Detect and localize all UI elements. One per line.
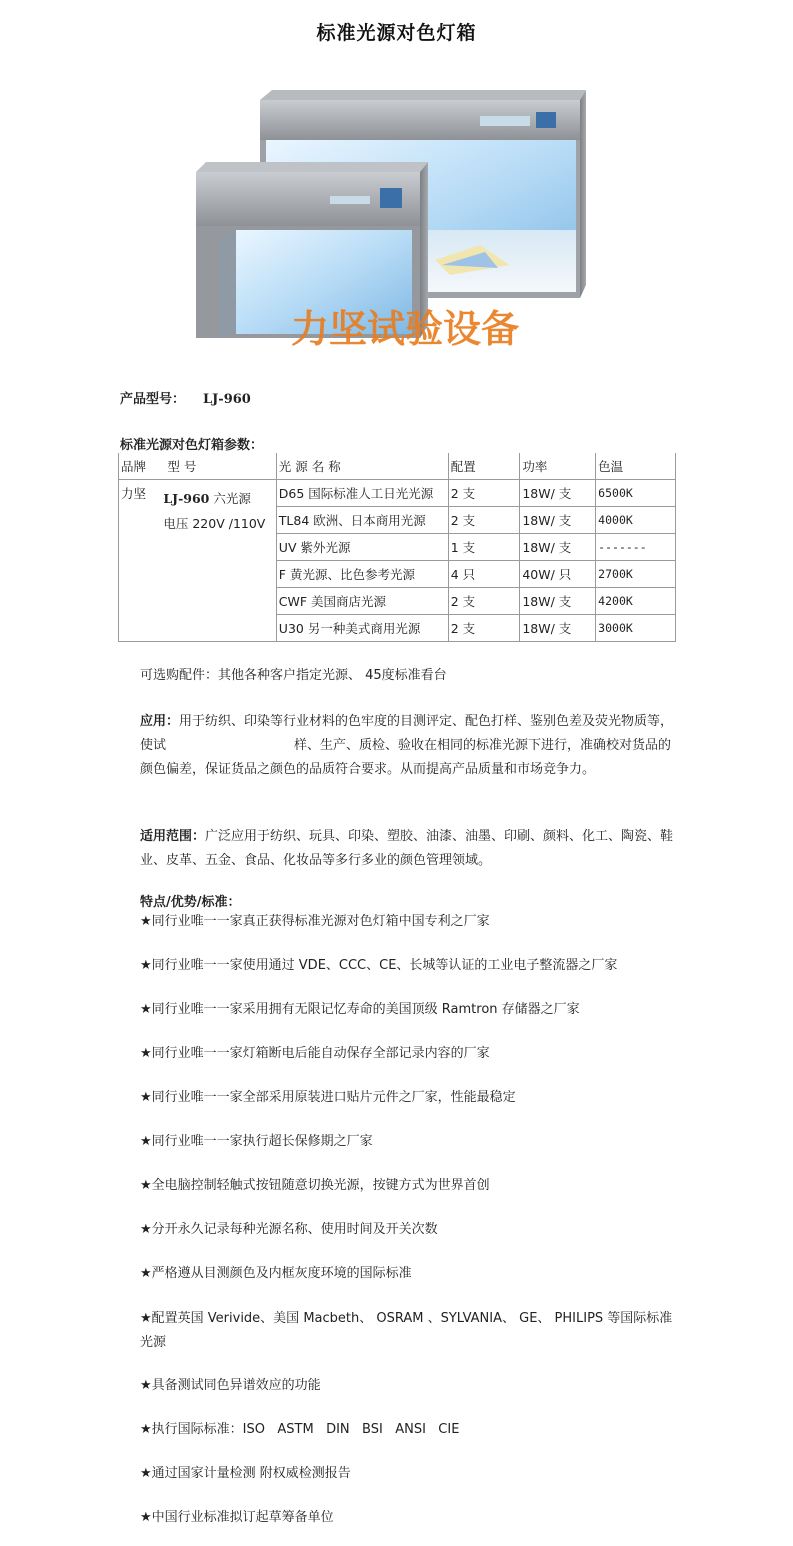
header-source: 光 源 名 称 bbox=[276, 453, 448, 480]
product-model-value: LJ-960 bbox=[203, 392, 251, 407]
header-power: 功率 bbox=[520, 453, 596, 480]
qty-cell: 2 支 bbox=[448, 588, 520, 615]
power-cell: 18W/ 支 bbox=[520, 480, 596, 507]
temp-cell: 3000K bbox=[596, 615, 676, 642]
source-cell: U30 另一种美式商用光源 bbox=[276, 615, 448, 642]
page-title: 标准光源对色灯箱 bbox=[316, 22, 477, 44]
feature-item: ★同行业唯一一家采用拥有无限记忆寿命的美国顶级 Ramtron 存储器之厂家 bbox=[140, 1002, 580, 1017]
accessories-text: 可选购配件：其他各种客户指定光源、 45度标准看台 bbox=[140, 668, 447, 683]
scope-label: 适用范围： bbox=[140, 829, 206, 844]
power-cell: 18W/ 支 bbox=[520, 507, 596, 534]
power-cell: 18W/ 支 bbox=[520, 615, 596, 642]
temp-cell: ------- bbox=[596, 534, 676, 561]
feature-item: ★配置英国 Verivide、美国 Macbeth、 OSRAM 、SYLVANIA、 GE、 PHILIPS 等国际标准光源 bbox=[140, 1311, 673, 1350]
feature-item: ★同行业唯一一家使用通过 VDE、CCC、CE、长城等认证的工业电子整流器之厂家 bbox=[140, 958, 618, 973]
header-brand: 品牌 bbox=[119, 453, 162, 480]
power-cell: 18W/ 支 bbox=[520, 588, 596, 615]
scope-text: 广泛应用于纺织、玩具、印染、塑胶、油漆、油墨、印刷、颜料、化工、陶瓷、鞋业、皮革、五金、食品、化妆品等多行多业的颜色管理领域。 bbox=[140, 829, 674, 868]
model-cell bbox=[161, 480, 276, 642]
temp-cell: 6500K bbox=[596, 480, 676, 507]
product-photo bbox=[180, 60, 590, 360]
feature-item: ★同行业唯一一家真正获得标准光源对色灯箱中国专利之厂家 bbox=[140, 914, 490, 929]
source-cell: TL84 欧洲、日本商用光源 bbox=[276, 507, 448, 534]
source-cell: CWF 美国商店光源 bbox=[276, 588, 448, 615]
power-cell: 18W/ 支 bbox=[520, 534, 596, 561]
model-name: LJ-960 bbox=[163, 491, 210, 506]
temp-cell: 4200K bbox=[596, 588, 676, 615]
application-text-a: 用于纺织、印染等行业材料的色牢度的目测评定、配色打样、鉴别色差及荧光物质等，使试 bbox=[140, 714, 674, 753]
product-model bbox=[120, 388, 251, 407]
qty-cell: 2 支 bbox=[448, 615, 520, 642]
product-model-label: 产品型号： bbox=[120, 392, 186, 407]
params-title: 标准光源对色灯箱参数： bbox=[120, 438, 264, 453]
feature-item: ★执行国际标准：ISO ASTM DIN BSI ANSI CIE bbox=[140, 1422, 460, 1437]
source-cell: D65 国际标准人工日光光源 bbox=[276, 480, 448, 507]
feature-item: ★分开永久记录每种光源名称、使用时间及开关次数 bbox=[140, 1222, 438, 1237]
header-model: 型 号 bbox=[161, 453, 276, 480]
feature-item: ★同行业唯一一家灯箱断电后能自动保存全部记录内容的厂家 bbox=[140, 1046, 490, 1061]
watermark-text: 力坚试验设备 bbox=[290, 307, 520, 351]
qty-cell: 2 支 bbox=[448, 480, 520, 507]
feature-item: ★同行业唯一一家执行超长保修期之厂家 bbox=[140, 1134, 373, 1149]
spec-table bbox=[118, 453, 676, 642]
source-cell: UV 紫外光源 bbox=[276, 534, 448, 561]
table-header-row bbox=[119, 453, 676, 480]
feature-item: ★同行业唯一一家全部采用原装进口贴片元件之厂家，性能最稳定 bbox=[140, 1090, 516, 1105]
feature-item: ★中国行业标准拟订起草筹备单位 bbox=[140, 1510, 334, 1525]
source-cell: F 黄光源、比色参考光源 bbox=[276, 561, 448, 588]
feature-item: ★具备测试同色异谱效应的功能 bbox=[140, 1378, 321, 1393]
feature-item: ★严格遵从目测颜色及内框灰度环境的国际标准 bbox=[140, 1266, 412, 1281]
model-suffix: 六光源 bbox=[213, 491, 251, 506]
qty-cell: 4 只 bbox=[448, 561, 520, 588]
features-title: 特点/优势/标准： bbox=[140, 895, 241, 910]
power-cell: 40W/ 只 bbox=[520, 561, 596, 588]
temp-cell: 2700K bbox=[596, 561, 676, 588]
header-qty: 配置 bbox=[448, 453, 520, 480]
table-row bbox=[119, 480, 676, 507]
temp-cell: 4000K bbox=[596, 507, 676, 534]
qty-cell: 1 支 bbox=[448, 534, 520, 561]
application-text-b: 样、生产、质检、验收在相同的标准光源下进行，准确校对货品的颜色偏差，保证货品之颜色的品质符合要求。从而提高产品质量和市场竞争力。 bbox=[140, 738, 672, 777]
application-section bbox=[140, 710, 675, 782]
model-voltage: 电压 220V /110V bbox=[163, 516, 266, 531]
scope-section bbox=[140, 825, 675, 873]
feature-item: ★通过国家计量检测 附权威检测报告 bbox=[140, 1466, 351, 1481]
header-temp: 色温 bbox=[596, 453, 676, 480]
application-label: 应用： bbox=[140, 714, 180, 729]
brand-cell: 力坚 bbox=[121, 486, 147, 501]
qty-cell: 2 支 bbox=[448, 507, 520, 534]
feature-item: ★全电脑控制轻触式按钮随意切换光源，按键方式为世界首创 bbox=[140, 1178, 490, 1193]
